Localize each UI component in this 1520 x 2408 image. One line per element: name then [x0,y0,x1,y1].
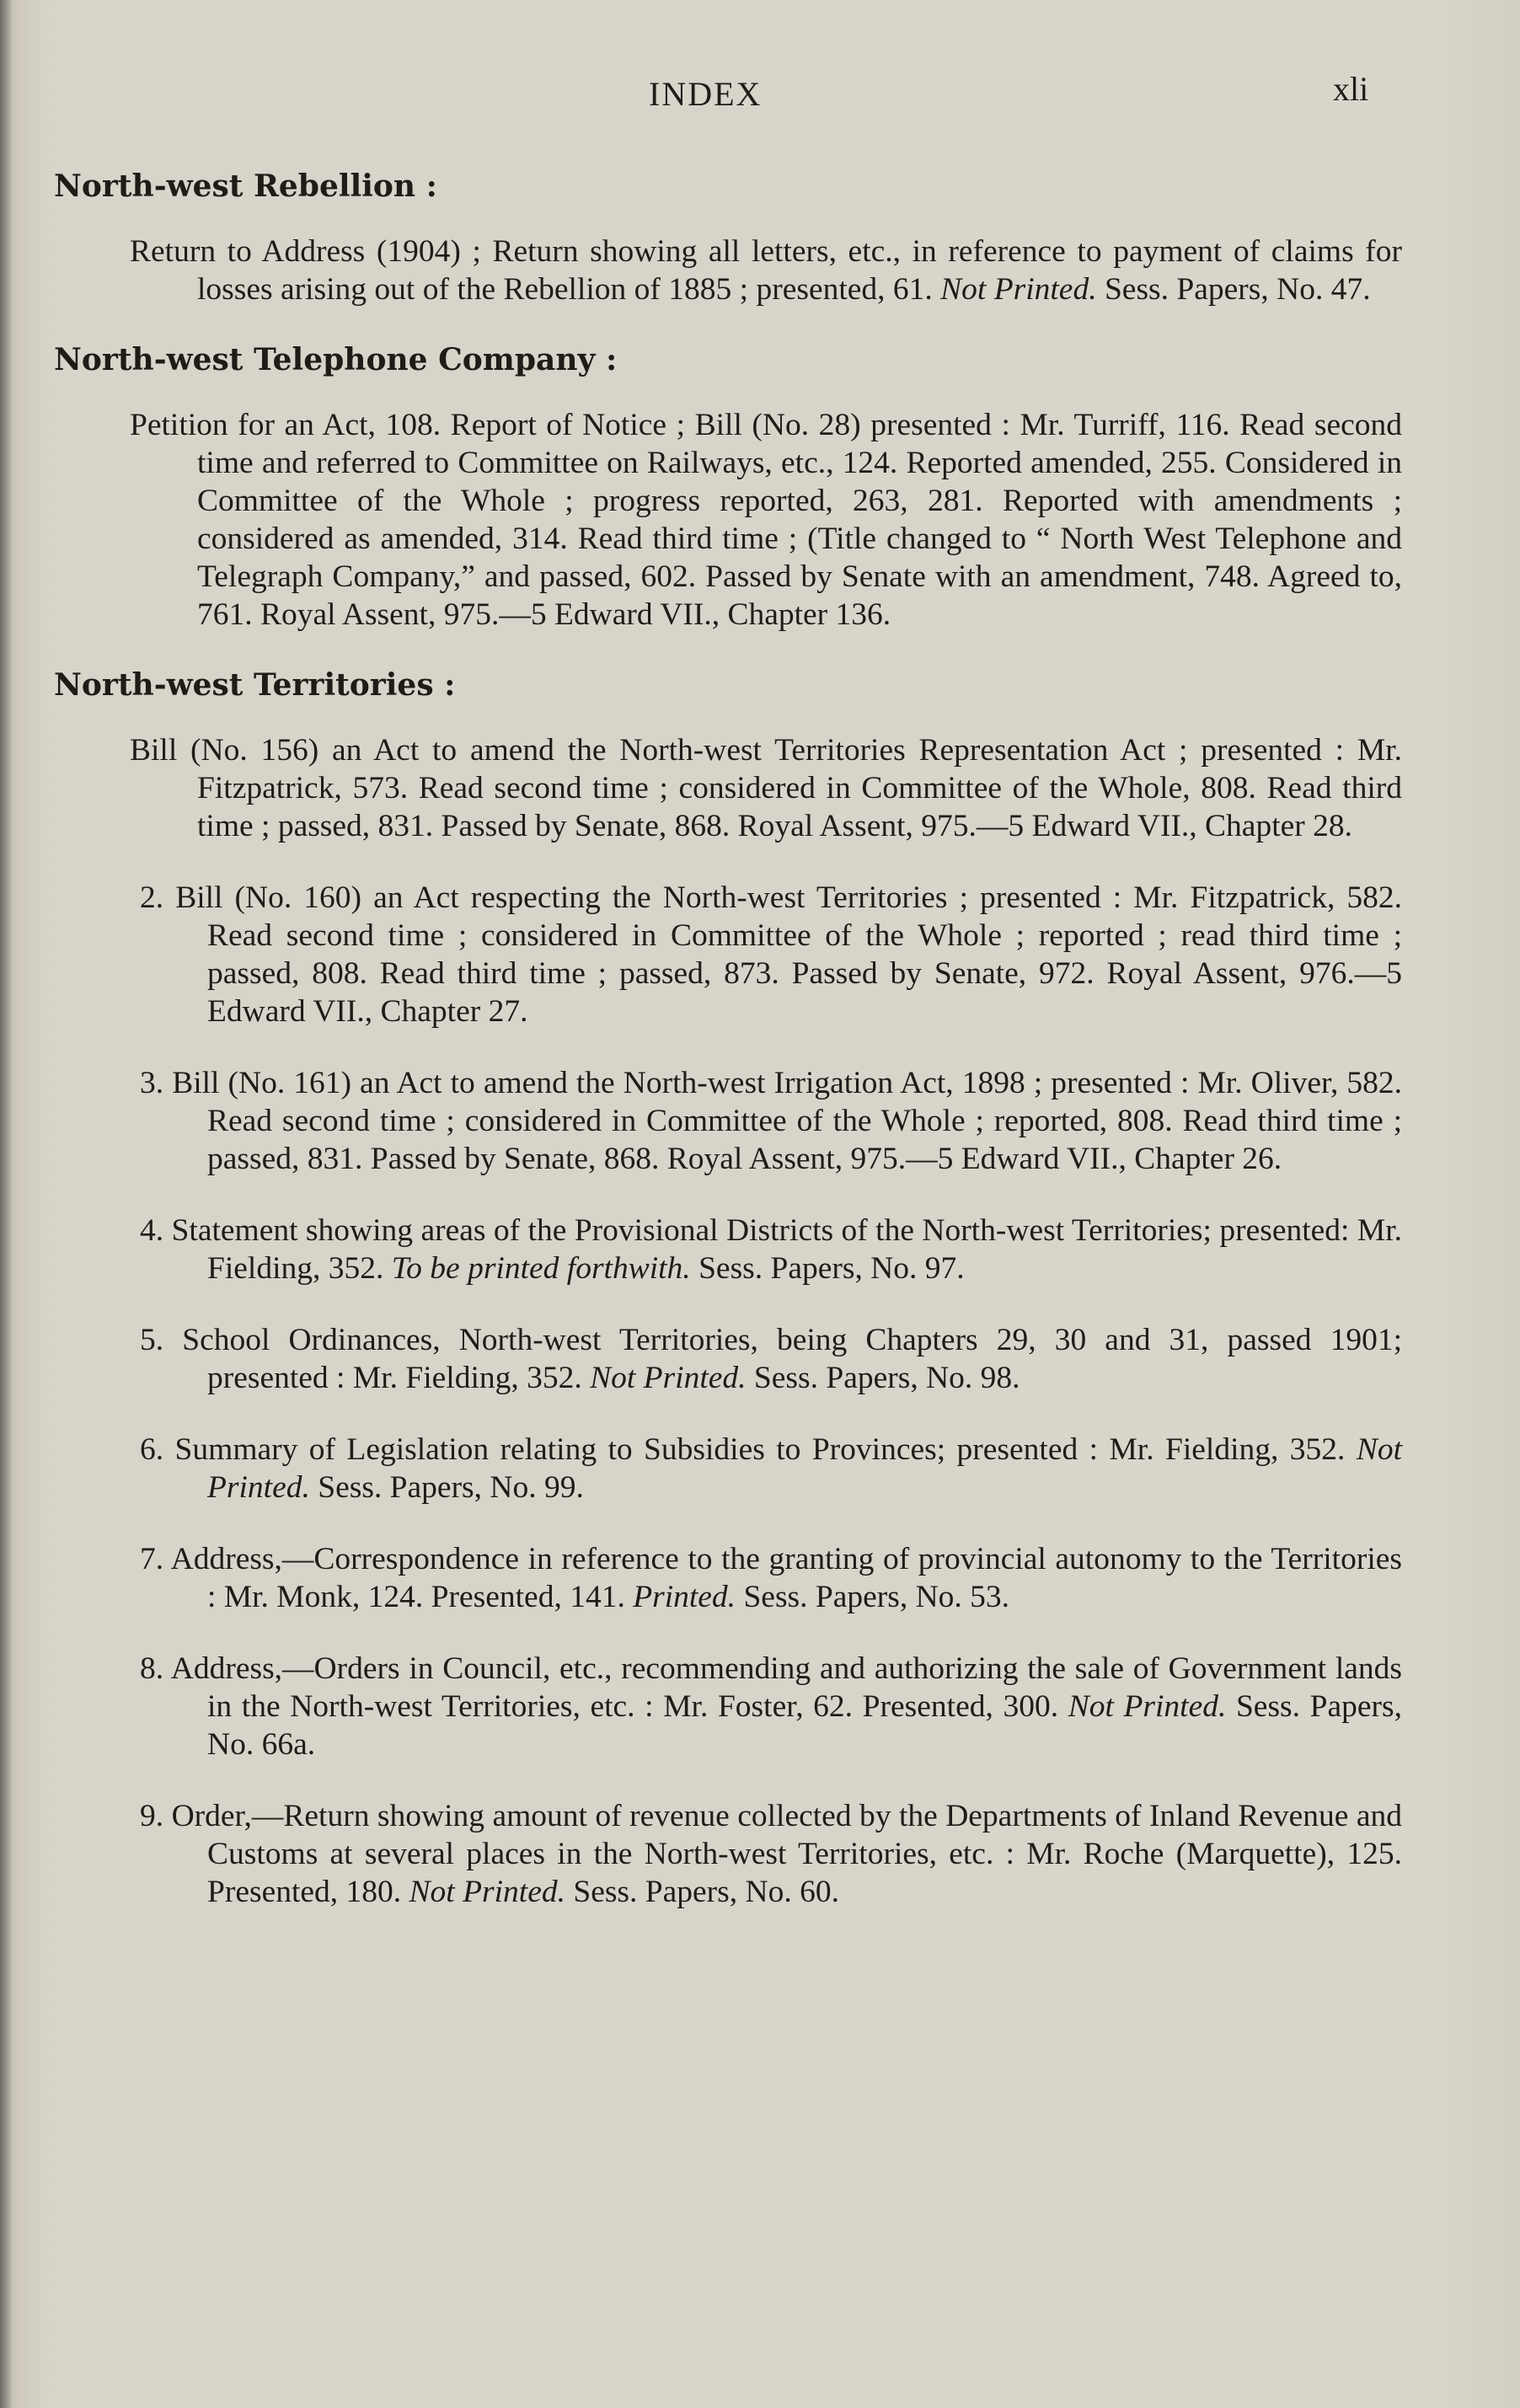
entry-italic-note: Printed. [633,1580,736,1614]
entry-text: Bill (No. 160) an Act respecting the North-west Territories ; presented : Mr. Fitzpatrick, 582. Read second time ; considered in Committee of the Whole ; reported ; read third time ; passed, 808. Read third time ; passed, 873. Passed by Senate, 972. Royal Assent, 976.—5 Edward VII., Chapter 27. [175,880,1403,1029]
index-section [54,169,1402,308]
entry-text: Bill (No. 156) an Act to amend the North-west Territories Representation Act ; presented : Mr. Fitzpatrick, 573. Read second time ; considered in Committee of the Whole, 808. Read third time ; passed, 831. Passed by Senate, 868. Royal Assent, 975.—5 Edward VII., Chapter 28. [130,733,1402,843]
index-entry [131,1212,1402,1287]
section-heading: North-west Territories : [54,667,456,703]
entry-text: School Ordinances, North-west Territories, being Chapters 29, 30 and 31, passed 1901; presented : Mr. Fielding, 352. [182,1323,1402,1395]
entry-text: Petition for an Act, 108. Report of Notice ; Bill (No. 28) presented : Mr. Turriff, 116. Read second time and referred to Committee on Railways, etc., 124. Reported amended, 255. Considered in Committee of the Whole ; progress reported, 263, 281. Reported with amendments ; considered as amended, 314. Read third time ; (Title changed to “ North West Telephone and Telegraph Company,” and passed, 602. Passed by Senate with an amendment, 748. Agreed to, 761. Royal Assent, 975.—5 Edward VII., Chapter 136. [130,408,1402,632]
index-entry [121,406,1402,634]
entry-number: 7. [140,1542,164,1576]
entry-text: Order,—Return showing amount of revenue collected by the Departments of Inland Revenue and Customs at several places in the North-west Territories, etc. : Mr. Roche (Marquette), 125. Presented, 180. [171,1799,1402,1909]
entry-number: 9. [140,1799,164,1833]
entry-italic-note: Not Printed. [207,1432,1403,1505]
index-content [54,169,1402,1945]
entry-number: 4. [140,1213,164,1248]
book-spine-shadow [0,0,12,2408]
index-entry [131,879,1402,1030]
entry-number: 6. [140,1432,164,1467]
entry-italic-note: Not Printed. [409,1875,565,1909]
entry-number: 5. [140,1323,164,1357]
index-entry [121,233,1402,308]
entry-text: Return to Address (1904) ; Return showing all letters, etc., in reference to payment of claims for losses arising out of the Rebellion of 1885 ; presented, 61. [130,234,1402,307]
index-section [54,667,1402,1911]
entry-text: Sess. Papers, No. 47. [1096,272,1371,307]
entry-number: 8. [140,1651,164,1686]
index-entry [131,1431,1402,1506]
entry-italic-note: Not Printed. [590,1361,747,1395]
entry-text: Sess. Papers, No. 99. [309,1470,584,1505]
index-entry [131,1540,1402,1616]
index-section [54,342,1402,634]
section-heading: North-west Rebellion : [54,169,437,204]
entry-text: Bill (No. 161) an Act to amend the North-west Irrigation Act, 1898 ; presented : Mr. Oliver, 582. Read second time ; considered in Committee of the Whole ; reported, 808. Read third time ; passed, 831. Passed by Senate, 868. Royal Assent, 975.—5 Edward VII., Chapter 26. [172,1066,1403,1176]
index-entry [131,1321,1402,1397]
entry-text: Summary of Legislation relating to Subsidies to Provinces; presented : Mr. Fielding, 352. [174,1432,1357,1467]
entry-text: Address,—Orders in Council, etc., recommending and authorizing the sale of Government lands in the North-west Territories, etc. : Mr. Foster, 62. Presented, 300. [170,1651,1403,1724]
page-number: xli [1333,70,1369,108]
entry-text: Sess. Papers, No. 53. [736,1580,1010,1614]
running-head: INDEX [649,75,763,113]
section-heading: North-west Telephone Company : [54,342,618,377]
entry-number: 2. [140,880,164,915]
entry-italic-note: Not Printed. [1068,1689,1227,1724]
entry-text: Sess. Papers, No. 98. [746,1361,1020,1395]
index-entry [121,731,1402,845]
entry-text: Sess. Papers, No. 97. [690,1251,965,1286]
entry-number: 3. [140,1066,164,1100]
entry-text: Sess. Papers, No. 60. [565,1875,839,1909]
entry-text: Statement showing areas of the Provisional Districts of the North-west Territories; presented: Mr. Fielding, 352. [171,1213,1402,1286]
index-entry [131,1064,1402,1178]
entry-text: Address,—Correspondence in reference to the granting of provincial autonomy to the Territories : Mr. Monk, 124. Presented, 141. [170,1542,1402,1614]
entry-italic-note: To be printed forthwith. [391,1251,691,1286]
entry-italic-note: Not Printed. [940,272,1097,307]
index-entry [131,1797,1402,1911]
index-entry [131,1650,1402,1763]
entry-text: Sess. Papers, No. 66a. [207,1689,1402,1762]
